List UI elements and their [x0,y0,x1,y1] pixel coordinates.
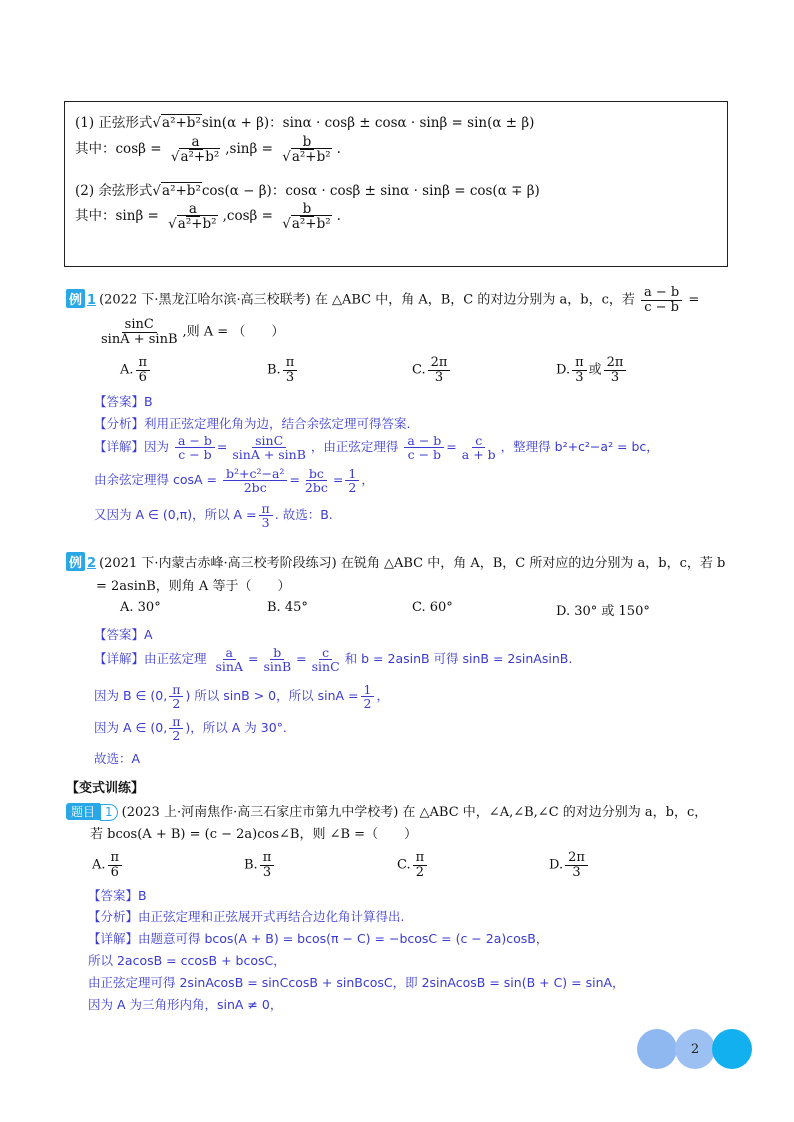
topic-1-detail-4: 因为 A 为三角形内角，sinA ≠ 0， [88,997,283,1012]
example-1-detail-3: 又因为 A ∈ (0,π)，所以 A = $\frac{\pi}{3}$ . 故选：B. [94,501,333,531]
example-2-detail-1: 【详解】由正弦定理 $\frac{a}{\sin A}$ = $\frac{b}{\sin B}$ = $\frac{c}{\sin C}$ 和 b = 2asinB 可得 sinB = 2sinAsinB. [94,645,573,675]
example-2-detail-2: 因为 B ∈ (0, $\frac{\pi}{2}$ ) 所以 sinB > 0，所以 sinA = $\frac{1}{2}$ ， [94,682,389,712]
example-1-option-d[interactable]: D. $\frac{\pi}{3}$ 或 $\frac{2\pi}{3}$ [556,356,628,384]
formula-line-4: 其中：sinβ = $\frac{a}{\text{√a²+b²}}$ ,cosβ = $\frac{b}{\text{√a²+b²}}$ . [75,201,341,233]
example-1-option-a[interactable]: A. $\frac{\pi}{6}$ [120,356,152,384]
example-2-question-line2: = 2asinB，则角 A 等于（ ） [96,579,291,594]
example-1-detail-1: 【详解】因为 $\frac{a - b}{c - b}$ = $\frac{\sin C}{\sin A + \sin B}$ ，由正弦定理得 $\frac{a - b}{c - b}$ = $\frac{c}{a + b}$ ，整理得 b²+c²−a² = bc， [94,433,659,463]
formula-box [64,101,728,267]
fraction: $\frac{b}{\text{√a²+b²}}$ [282,134,331,166]
example-1-answer: 【答案】B [94,394,153,409]
topic-1-question-line2: 若 bcos(A + B) = (c − 2a)cos∠B，则 ∠B =（ ） [90,827,418,842]
topic-tag: 题目 [66,803,100,820]
topic-1-detail-3: 由正弦定理可得 2sinAcosB = sinCcosB + sinBcosC，即 2sinAcosB = sin(B + C) = sinA， [88,975,625,990]
example-number: 2 [87,556,97,571]
example-number: 1 [87,292,97,308]
fraction: $\frac{a}{\text{√a²+b²}}$ [170,134,220,166]
topic-1-option-d[interactable]: D. $\frac{2\pi}{3}$ [549,851,590,879]
topic-1-option-c[interactable]: C. $\frac{\pi}{2}$ [397,851,429,879]
example-1-question: 例 1 (2022 下·黑龙江哈尔滨·高三校联考) 在 △ABC 中，角 A，B，C 的对边分别为 a，b，c，若 $\frac{a - b}{c - b}$ = [66,286,699,314]
topic-1-question: 题目 1 (2023 上·河南焦作·高三石家庄市第九中学校考) 在 △ABC 中，∠A,∠B,∠C 的对边分别为 a，b，c， [66,801,707,821]
topic-1-answer: 【答案】B [88,888,147,903]
example-2-option-c[interactable]: C. 60° [412,600,453,615]
section-heading: 【变式训练】 [66,781,145,796]
page-circle-right [712,1029,752,1069]
topic-1-analysis: 【分析】由正弦定理和正弦展开式再结合边化角计算得出. [88,909,405,924]
formula-line-1: (1) 正弦形式√a²+b²sin(α + β)：sinα · cosβ ± cosα · sinβ = sin(α ± β) [75,115,535,131]
example-2-option-d[interactable]: D. 30° 或 150° [556,604,650,619]
example-2-option-a[interactable]: A. 30° [120,600,161,615]
page-number: 2 [675,1029,715,1069]
example-tag: 例 [66,289,85,308]
topic-1-detail-2: 所以 2acosB = ccosB + bcosC， [88,953,286,968]
example-1-detail-2: 由余弦定理得 cosA = $\frac{\text{b²+c²−a²}}{2bc}$ = $\frac{bc}{2bc}$ = $\frac{1}{2}$ ， [94,466,374,496]
example-2-detail-3: 因为 A ∈ (0, $\frac{\pi}{2}$ )，所以 A 为 30°. [94,714,287,744]
example-2-option-b[interactable]: B. 45° [267,600,308,615]
fraction: $\frac{b}{\text{√a²+b²}}$ [282,201,331,233]
fraction: $\frac{a}{\text{√a²+b²}}$ [168,201,217,233]
example-2-detail-4: 故选：A [94,751,141,766]
topic-1-detail-1: 【详解】由题意可得 bcos(A + B) = bcos(π − C) = −bcosC = (c − 2a)cosB， [88,931,549,946]
page-circle-left [637,1029,677,1069]
formula-line-2: 其中：cosβ = $\frac{a}{\text{√a²+b²}}$ ,sinβ = $\frac{b}{\text{√a²+b²}}$ . [75,134,341,166]
example-1-option-c[interactable]: C. $\frac{2\pi}{3}$ [412,356,452,384]
example-2-question: 例 2 (2021 下·内蒙古赤峰·高三校考阶段练习) 在锐角 △ABC 中，角 A，B，C 所对应的边分别为 a，b，c，若 b [66,552,725,571]
topic-1-option-b[interactable]: B. $\frac{\pi}{3}$ [244,851,276,879]
topic-1-option-a[interactable]: A. $\frac{\pi}{6}$ [92,851,124,879]
example-tag: 例 [66,552,85,571]
example-1-option-b[interactable]: B. $\frac{\pi}{3}$ [267,356,299,384]
example-1-question-line2: $\frac{\sin C}{\sin A + \sin B}$ ,则 A = （ ） [101,317,285,347]
example-1-analysis: 【分析】利用正弦定理化角为边，结合余弦定理可得答案. [94,416,411,431]
topic-number: 1 [100,804,118,821]
formula-line-3: (2) 余弦形式√a²+b²cos(α − β)：cosα · cosβ ± sinα · sinβ = cos(α ∓ β) [75,183,540,199]
example-2-answer: 【答案】A [94,627,153,642]
